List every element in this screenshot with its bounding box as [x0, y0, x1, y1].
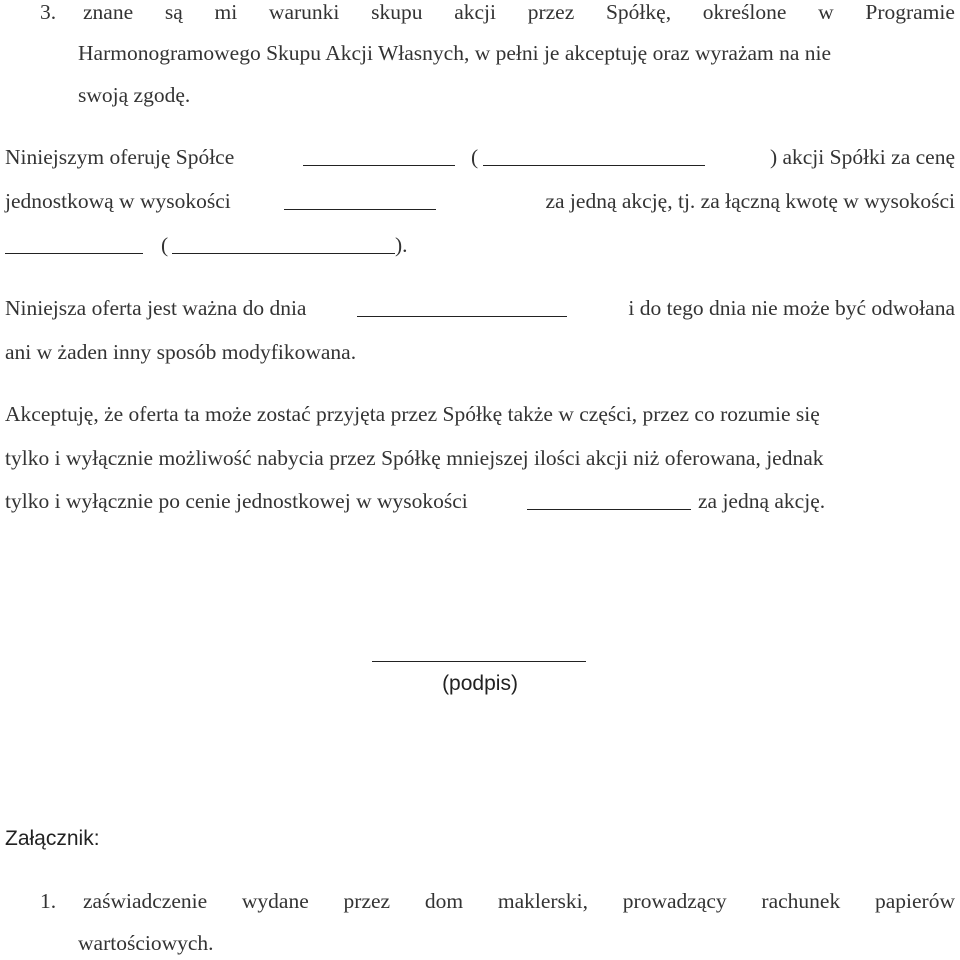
- acceptance-price-blank: [527, 487, 691, 510]
- word: mi: [214, 0, 238, 24]
- offer-total-words-blank: [172, 231, 395, 254]
- word: określone: [702, 0, 787, 24]
- offer-text-a: Niniejszym oferuję Spółce: [5, 145, 235, 169]
- validity-text-a: Niniejsza oferta jest ważna do dnia: [5, 296, 307, 320]
- word: znane: [83, 0, 134, 24]
- item3-line2: Harmonogramowego Skupu Akcji Własnych, w pełni je akceptuję oraz wyrażam na nie: [78, 41, 832, 65]
- attachment-item1-line2: wartościowych.: [78, 931, 214, 955]
- word: przez: [527, 0, 575, 24]
- offer-unit-price-blank: [284, 187, 436, 210]
- word: wydane: [241, 889, 309, 913]
- offer-text-b: (: [471, 145, 479, 169]
- word: warunki: [268, 0, 340, 24]
- offer-quantity-blank: [303, 143, 455, 166]
- item3-number: 3.: [40, 0, 57, 24]
- word: przez: [343, 889, 391, 913]
- word: Spółkę,: [605, 0, 672, 24]
- attachment-item1-number: 1.: [40, 889, 57, 913]
- item3-line3: swoją zgodę.: [78, 83, 191, 107]
- attachment-heading: Załącznik:: [5, 827, 100, 850]
- word: papierów: [874, 889, 955, 913]
- acceptance-line2: tylko i wyłącznie możliwość nabycia przez Spółkę mniejszej ilości akcji niż oferowana, jednak: [5, 446, 824, 470]
- word: akcji: [454, 0, 496, 24]
- validity-text-b: i do tego dnia nie może być odwołana: [628, 296, 955, 320]
- signature-label: (podpis): [442, 672, 518, 695]
- word: są: [164, 0, 183, 24]
- validity-date-blank: [357, 294, 567, 317]
- signature-line: [372, 661, 586, 662]
- offer-text-g: ).: [395, 233, 408, 257]
- offer-total-blank: [5, 231, 143, 254]
- validity-line2: ani w żaden inny sposób modyfikowana.: [5, 340, 357, 364]
- word: dom: [424, 889, 464, 913]
- word: rachunek: [761, 889, 841, 913]
- attachment-item1-line1-text: [83, 887, 955, 915]
- offer-text-c: ) akcji Spółki za cenę: [769, 145, 955, 169]
- word: prowadzący: [622, 889, 727, 913]
- item3-line1-text: [83, 0, 955, 26]
- acceptance-text-a: tylko i wyłącznie po cenie jednostkowej w wysokości: [5, 489, 468, 513]
- word: w: [818, 0, 834, 24]
- word: Programie: [865, 0, 955, 24]
- offer-text-f: (: [161, 233, 169, 257]
- word: skupu: [371, 0, 423, 24]
- offer-text-e: za jedną akcję, tj. za łączną kwotę w wysokości: [545, 189, 955, 213]
- word: maklerski,: [497, 889, 589, 913]
- offer-text-d: jednostkową w wysokości: [5, 189, 231, 213]
- acceptance-text-b: za jedną akcję.: [698, 489, 826, 513]
- offer-quantity-words-blank: [483, 143, 705, 166]
- word: zaświadczenie: [83, 889, 208, 913]
- acceptance-line1: Akceptuję, że oferta ta może zostać przyjęta przez Spółkę także w części, przez co rozumie się: [5, 402, 820, 426]
